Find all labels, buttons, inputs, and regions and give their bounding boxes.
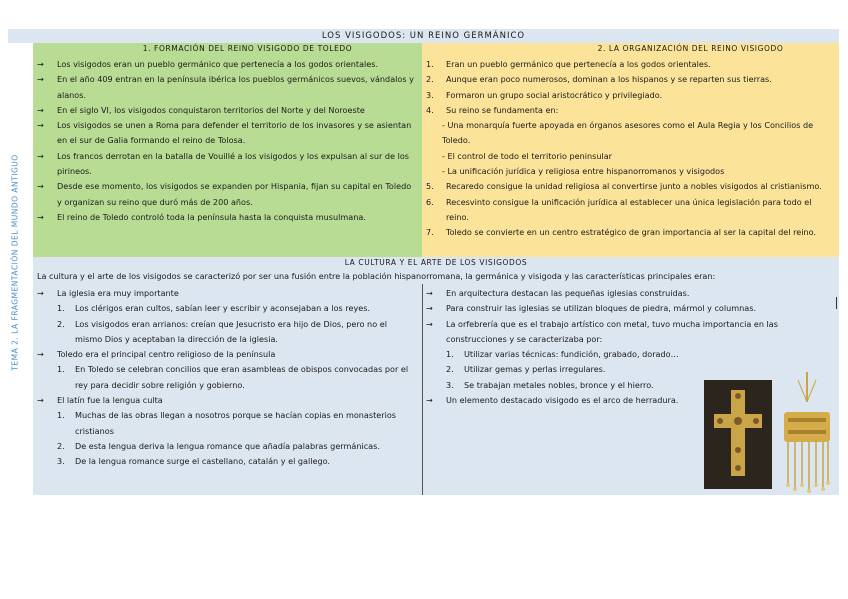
section-formation-title: 1. FORMACIÓN DEL REINO VISIGODO DE TOLEDO xyxy=(142,44,353,53)
side-label xyxy=(8,150,22,380)
item-number: 1. xyxy=(426,59,434,69)
item-number: 7. xyxy=(426,227,434,238)
sub-list-item xyxy=(37,408,416,439)
dash-item: - La unificación jurídica y religiosa entre hispanorromanos y visigodos xyxy=(442,166,725,177)
section-organization-title: 2. LA ORGANIZACIÓN DEL REINO VISIGODO xyxy=(597,44,784,53)
item-text: Muchas de las obras llegan a nosotros porque se hacían copias en monasterios cristianos xyxy=(75,410,396,436)
sub-list-item xyxy=(37,317,416,348)
section-culture-title: LA CULTURA Y EL ARTE DE LOS VISIGODOS xyxy=(344,258,528,267)
item-number: 2. xyxy=(426,74,434,85)
sub-list-item xyxy=(426,347,833,362)
item-number: 2. xyxy=(57,318,65,329)
item-number: 3. xyxy=(57,456,65,467)
list-item: → En el año 409 entran en la península ibérica los pueblos germánicos suevos, vándalos y alanos. xyxy=(37,72,416,103)
item-text: Utilizar varias técnicas: fundición, grabado, dorado… xyxy=(464,349,679,360)
page-title: LOS VISIGODOS: UN REINO GERMÁNICO xyxy=(8,29,839,43)
dash-item: - El control de todo el territorio peninsular xyxy=(442,150,612,161)
item-text: Formaron un grupo social aristocrático y privilegiado. xyxy=(446,89,663,100)
list-item: → La orfebrería que es el trabajo artístico con metal, tuvo mucha importancia en las construcciones y se caracterizaba por: xyxy=(426,317,833,348)
culture-left-column xyxy=(33,284,422,470)
item-number: 4. xyxy=(426,104,434,115)
list-item: → La iglesia era muy importante xyxy=(37,286,416,301)
sub-list xyxy=(37,362,416,393)
item-number: 1. xyxy=(57,303,65,314)
item-text: Recaredo consigue la unidad religiosa al convertirse junto a nobles visigodos al cristianismo. xyxy=(446,181,822,192)
list-item: → Para construir las iglesias se utilizan bloques de piedra, mármol y columnas. xyxy=(426,301,833,316)
sub-list xyxy=(37,301,416,347)
item-text: De la lengua romance surge el castellano, catalán y el gallego. xyxy=(75,456,331,467)
list-item: → Desde ese momento, los visigodos se expanden por Hispania, fijan su capital en Toledo y organizan su reino que duró más de 200 años. xyxy=(37,179,416,210)
organization-list-continued xyxy=(422,179,839,240)
sub-list-item xyxy=(37,362,416,393)
list-item: → Un elemento destacado visigodo es el arco de herradura. xyxy=(426,393,833,408)
item-text: En Toledo se celebran concilios que eran asambleas de obispos convocadas por el rey para decidir sobre religión y gobierno. xyxy=(75,364,409,390)
list-item xyxy=(426,72,833,87)
item-text: Toledo se convierte en un centro estratégico de gran importancia al ser la capital del reino. xyxy=(446,227,816,238)
list-item xyxy=(426,88,833,103)
section-formation xyxy=(33,43,422,257)
item-text: Los visigodos eran arrianos: creían que Jesucristo era hijo de Dios, pero no el mismo Dios y aceptaban la dirección de la iglesia. xyxy=(75,318,387,344)
visigothic-cross-image xyxy=(704,380,772,489)
section-culture-intro: La cultura y el arte de los visigodos se caracterizó por ser una fusión entre la población hispanorromana, la germánica y visigoda y las características principales eran: xyxy=(37,271,716,281)
side-label-text: TEMA 2. LA FRAGMENTACIÓN DEL MUNDO ANTIGUO xyxy=(10,154,20,371)
sub-list-item xyxy=(37,439,416,454)
item-number: 1. xyxy=(57,410,65,421)
item-text: Eran un pueblo germánico que pertenecía a los godos orientales. xyxy=(446,59,711,69)
item-number: 3. xyxy=(446,379,454,390)
list-item: → El latín fue la lengua culta xyxy=(37,393,416,408)
item-number: 1. xyxy=(446,349,454,360)
list-item xyxy=(426,57,833,72)
list-item: → En arquitectura destacan las pequeñas iglesias construidas. xyxy=(426,286,833,301)
list-item xyxy=(426,195,833,226)
item-text: Utilizar gemas y perlas irregulares. xyxy=(464,364,606,375)
item-number: 2. xyxy=(57,440,65,451)
item-number: 2. xyxy=(446,364,454,375)
dash-item: - Una monarquía fuerte apoyada en órganos asesores como el Aula Regia y los Concilios de Toledo. xyxy=(442,120,814,146)
item-text: Los clérigos eran cultos, sabían leer y escribir y aconsejaban a los reyes. xyxy=(75,303,371,314)
item-number: 5. xyxy=(426,181,434,192)
item-text: Su reino se fundamenta en: xyxy=(446,104,559,115)
item-number: 3. xyxy=(426,89,434,100)
organization-list xyxy=(422,55,839,118)
list-item xyxy=(426,103,833,118)
list-item: → Toledo era el principal centro religioso de la península xyxy=(37,347,416,362)
list-item: → Los visigodos eran un pueblo germánico que pertenecía a los godos orientales. xyxy=(37,57,416,72)
culture-right-column xyxy=(422,284,839,408)
item-number: 6. xyxy=(426,196,434,207)
item-number: 1. xyxy=(57,364,65,375)
list-item: → El reino de Toledo controló toda la península hasta la conquista musulmana. xyxy=(37,210,416,225)
text-cursor xyxy=(836,297,837,309)
list-item: → Los visigodos se unen a Roma para defender el territorio de los invasores y se asientan en el sur de Galia formando el reino de Tolosa. xyxy=(37,118,416,149)
section-organization xyxy=(422,43,839,257)
sub-list xyxy=(37,408,416,469)
votive-crown-image xyxy=(780,372,834,494)
list-item: → Los francos derrotan en la batalla de Vouillé a los visigodos y los expulsan al sur de los pirineos. xyxy=(37,149,416,180)
item-text: Recesvinto consigue la unificación jurídica al establecer una única legislación para todo el reino. xyxy=(446,196,812,222)
item-text: Aunque eran poco numerosos, dominan a los hispanos y se reparten sus tierras. xyxy=(446,74,772,85)
sub-list-item xyxy=(37,454,416,469)
list-item xyxy=(426,225,833,240)
sub-list-item xyxy=(426,362,833,377)
item-text: Se trabajan metales nobles, bronce y el hierro. xyxy=(464,379,654,390)
item-text: De esta lengua deriva la lengua romance que añadía palabras germánicas. xyxy=(75,440,380,451)
formation-list xyxy=(33,55,422,225)
culture-left-list xyxy=(37,286,416,470)
list-item: → En el siglo VI, los visigodos conquistaron territorios del Norte y del Noroeste xyxy=(37,103,416,118)
sub-list-item xyxy=(37,301,416,316)
list-item xyxy=(426,179,833,194)
